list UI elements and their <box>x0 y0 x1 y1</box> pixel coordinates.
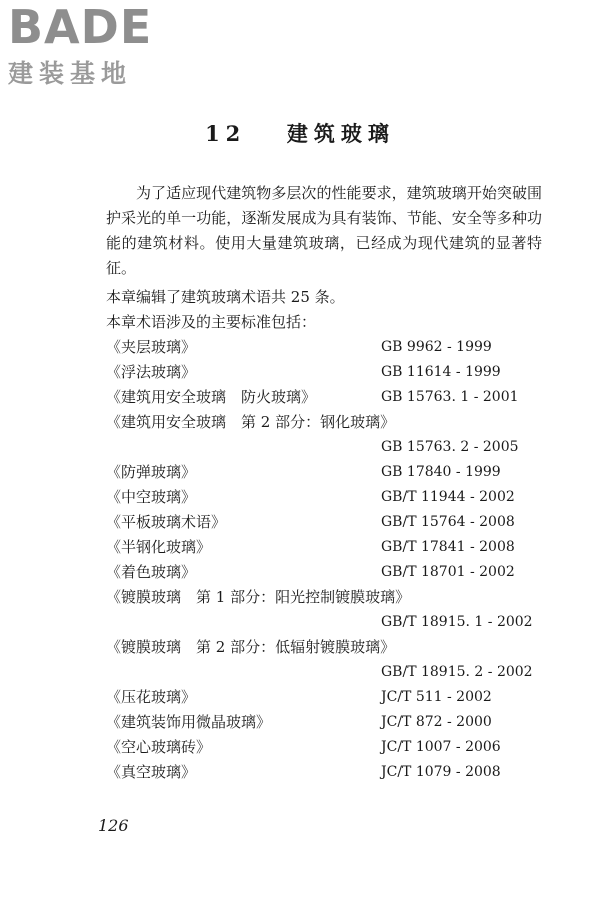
standard-name: 《中空玻璃》 <box>106 488 197 506</box>
page-number: 126 <box>98 816 129 835</box>
standard-row <box>106 760 546 785</box>
standard-row <box>106 360 546 385</box>
standard-row <box>106 710 546 735</box>
standard-name: 《空心玻璃砖》 <box>106 738 212 756</box>
standard-row <box>106 510 546 535</box>
standard-name: 《平板玻璃术语》 <box>106 513 227 531</box>
standard-name: 《着色玻璃》 <box>106 563 197 581</box>
standard-row <box>106 435 546 460</box>
standard-row <box>106 335 546 360</box>
standard-name: 《建筑用安全玻璃 第 2 部分：钢化玻璃》 <box>106 413 396 431</box>
chapter-title <box>0 118 600 148</box>
standard-name: 《浮法玻璃》 <box>106 363 197 381</box>
standard-code: JC/T 511 - 2002 <box>381 689 492 705</box>
standard-code: GB/T 18915. 2 - 2002 <box>381 664 533 680</box>
bade-logo <box>8 2 188 94</box>
standard-row <box>106 560 546 585</box>
standard-code: JC/T 1079 - 2008 <box>381 764 501 780</box>
standard-name: 《半钢化玻璃》 <box>106 538 212 556</box>
intro-paragraph: 为了适应现代建筑物多层次的性能要求，建筑玻璃开始突破围护采光的单一功能，逐渐发展成为具有装饰、节能、安全等多种功能的建筑材料。使用大量建筑玻璃，已经成为现代建筑的显著特征。 <box>106 184 542 277</box>
standard-row <box>106 735 546 760</box>
standard-name: 《建筑用安全玻璃 防火玻璃》 <box>106 388 317 406</box>
standard-code: GB 15763. 1 - 2001 <box>381 389 519 405</box>
logo-brand: BADE <box>8 0 153 54</box>
standard-name: 《防弹玻璃》 <box>106 463 197 481</box>
standard-row <box>106 535 546 560</box>
standard-name: 《建筑装饰用微晶玻璃》 <box>106 713 272 731</box>
standard-code: GB 11614 - 1999 <box>381 364 501 380</box>
logo-subtitle: 建装基地 <box>8 59 133 88</box>
chapter-name: 建筑玻璃 <box>286 121 395 146</box>
standard-code: GB 9962 - 1999 <box>381 339 492 355</box>
standard-name: 《镀膜玻璃 第 2 部分：低辐射镀膜玻璃》 <box>106 638 396 656</box>
standard-row <box>106 585 546 610</box>
standard-row <box>106 635 546 660</box>
standard-code: GB/T 17841 - 2008 <box>381 539 515 555</box>
standard-name: 《压花玻璃》 <box>106 688 197 706</box>
standard-code: GB/T 11944 - 2002 <box>381 489 515 505</box>
standard-row <box>106 460 546 485</box>
standard-name: 《夹层玻璃》 <box>106 338 197 356</box>
standard-code: GB 17840 - 1999 <box>381 464 501 480</box>
standard-row <box>106 410 546 435</box>
standard-row <box>106 610 546 635</box>
standard-name: 《镀膜玻璃 第 1 部分：阳光控制镀膜玻璃》 <box>106 588 411 606</box>
standard-row <box>106 485 546 510</box>
standard-row <box>106 385 546 410</box>
chapter-number: 12 <box>205 121 247 146</box>
standard-row <box>106 685 546 710</box>
standard-code: GB/T 18701 - 2002 <box>381 564 515 580</box>
standard-code: GB/T 15764 - 2008 <box>381 514 515 530</box>
standard-code: GB/T 18915. 1 - 2002 <box>381 614 533 630</box>
standard-row <box>106 660 546 685</box>
standard-code: GB 15763. 2 - 2005 <box>381 439 519 455</box>
standard-code: JC/T 1007 - 2006 <box>381 739 501 755</box>
standard-code: JC/T 872 - 2000 <box>381 714 492 730</box>
standards-intro: 本章术语涉及的主要标准包括： <box>106 313 317 331</box>
summary-line: 本章编辑了建筑玻璃术语共 25 条。 <box>106 288 345 306</box>
standard-name: 《真空玻璃》 <box>106 763 197 781</box>
standards-list <box>106 335 546 785</box>
